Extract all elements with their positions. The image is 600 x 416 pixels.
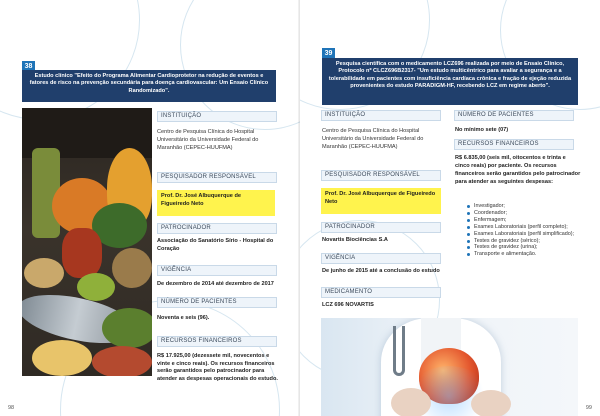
page-number: 98: [8, 405, 15, 411]
label-recursos: RECURSOS FINANCEIROS: [157, 336, 277, 347]
list-item: Investigador;: [466, 203, 578, 210]
label-medicamento: MEDICAMENTO: [321, 287, 441, 298]
list-item: Enfermagem;: [466, 217, 578, 224]
list-item: Testes de gravidez (sérico);: [466, 238, 578, 245]
study-title-banner: Pesquisa científica com o medicamento LCZ696 realizada por meio de Ensaio Clínico, Protocolo nº CLCZ696B2317- "Um estudo multicêntrico para avaliar a segurança e a tolerabilidade em pacientes com insuficiência cardíaca crônica e fração de ejeção reduzida provenientes do estudo PARADIGM-HF, recebendo LCZ em regime aberto".: [322, 58, 578, 105]
expenses-list: [466, 203, 578, 258]
list-item: Exames Laboratoriais (perfil simplificado);: [466, 231, 578, 238]
value-medicamento: LCZ 696 NOVARTIS: [322, 302, 374, 308]
value-vigencia: De dezembro de 2014 até dezembro de 2017: [157, 281, 274, 287]
value-patrocinador: Associação do Sanatório Sírio - Hospital do Coração: [157, 238, 274, 252]
label-vigencia: VIGÊNCIA: [321, 253, 441, 264]
value-instituicao: Centro de Pesquisa Clínica do Hospital Universitário da Universidade Federal do Maranhão (CEPEC-HUUFMA): [322, 128, 424, 150]
label-patrocinador: PATROCINADOR: [321, 222, 441, 233]
label-instituicao: INSTITUIÇÃO: [157, 111, 277, 122]
value-pacientes: Noventa e seis (96).: [157, 315, 210, 321]
label-pacientes: NÚMERO DE PACIENTES: [454, 110, 574, 121]
page-number: 99: [585, 405, 592, 411]
value-pesquisador-highlight: Prof. Dr. José Albuquerque de Figueiredo Neto: [321, 188, 441, 214]
label-pesquisador: PESQUISADOR RESPONSÁVEL: [157, 172, 277, 183]
label-recursos: RECURSOS FINANCEIROS: [454, 139, 574, 150]
healthy-food-photo: [22, 108, 152, 376]
study-number-badge: 39: [322, 48, 335, 59]
right-page: [300, 0, 600, 416]
study-number-badge: 38: [22, 61, 35, 72]
value-recursos: R$ 6.835,00 (seis mil, oitocentos e trinta e cinco reais) por paciente. Os recursos financeiros serão garantidos pelo patrocinador para atender as seguintes despesas:: [455, 155, 581, 185]
label-patrocinador: PATROCINADOR: [157, 223, 277, 234]
list-item: Transporte e alimentação.: [466, 251, 578, 258]
label-pacientes: NÚMERO DE PACIENTES: [157, 297, 277, 308]
label-instituicao: INSTITUIÇÃO: [321, 110, 441, 121]
decorative-circle: [0, 0, 140, 120]
value-pacientes: No mínimo sete (07): [455, 127, 509, 133]
study-title-banner: Estudo clínico "Efeito do Programa Alimentar Cardioprotetor na redução de eventos e fatores de risco na prevenção secundária para doença cardiovascular: Um Ensaio Clínico Randomizado".: [22, 70, 276, 102]
value-pesquisador-highlight: Prof. Dr. José Albuquerque de Figueiredo Neto: [157, 190, 275, 216]
label-vigencia: VIGÊNCIA: [157, 265, 277, 276]
doctor-heart-photo: [321, 318, 578, 416]
value-recursos: R$ 17.925,00 (dezessete mil, novecentos e vinte e cinco reais). Os recursos financeiros serão garantidos pelo patrocinador para atender as despesas operacionais do estudo.: [157, 353, 278, 382]
value-instituicao: Centro de Pesquisa Clínica do Hospital Universitário da Universidade Federal do Maranhão (CEPEC-HUUFMA): [157, 129, 259, 151]
list-item: Coordenador;: [466, 210, 578, 217]
list-item: Exames Laboratoriais (perfil completo);: [466, 224, 578, 231]
value-vigencia: De junho de 2015 até a conclusão do estudo: [322, 268, 440, 274]
list-item: Testes de gravidez (urina);: [466, 244, 578, 251]
label-pesquisador: PESQUISADOR RESPONSÁVEL: [321, 170, 441, 181]
value-patrocinador: Novartis Biociências S.A: [322, 237, 388, 243]
